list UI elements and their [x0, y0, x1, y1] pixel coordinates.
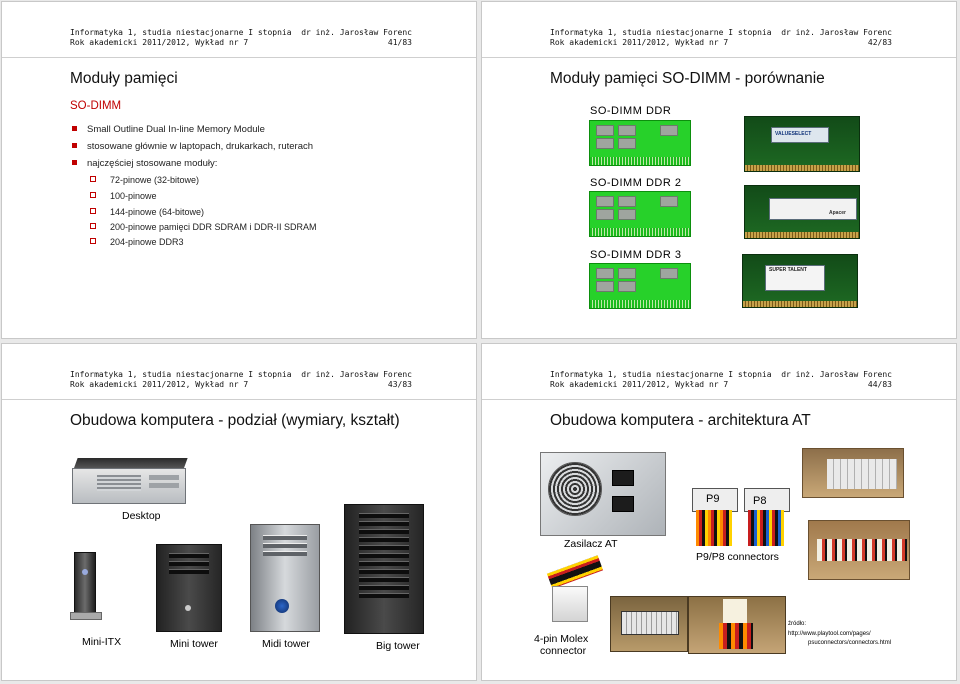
academic-year-line: Rok akademicki 2011/2012, Wykład nr 7	[550, 380, 729, 389]
slide-41	[1, 1, 477, 339]
bullet-item: stosowane głównie w laptopach, drukarkach, ruterach	[72, 141, 313, 152]
p9-p8-connectors-image	[686, 484, 796, 550]
header-divider	[2, 399, 476, 400]
author: dr inż. Jarosław Forenc	[301, 28, 412, 37]
header-divider	[482, 57, 956, 58]
caption-p9-p8-connectors: P9/P8 connectors	[696, 551, 779, 563]
page-number: 41/83	[387, 38, 412, 47]
board-photo-2	[688, 596, 786, 654]
bullet-open-square-icon	[90, 176, 96, 182]
caption-at-power-supply: Zasilacz AT	[564, 538, 618, 550]
bullet-open-square-icon	[90, 223, 96, 229]
slide-title: Obudowa komputera - podział (wymiary, kształt)	[70, 412, 400, 429]
slide-header	[550, 28, 892, 48]
course-line: Informatyka 1, studia niestacjonarne I stopnia	[70, 370, 292, 379]
sodimm-ddr-diagram	[589, 120, 691, 166]
page-number: 42/83	[867, 38, 892, 47]
slide-title: Moduły pamięci	[70, 70, 178, 87]
slide-42	[481, 1, 957, 339]
bullet-open-square-icon	[90, 192, 96, 198]
slide-title: Obudowa komputera - architektura AT	[550, 412, 811, 429]
source-url-line2: psuconnectors/connectors.html	[808, 640, 892, 646]
author: dr inż. Jarosław Forenc	[781, 370, 892, 379]
slide-43	[1, 343, 477, 681]
motherboard-cable-photo	[808, 520, 910, 580]
sodimm-ddr-photo: VALUESELECT	[744, 116, 860, 172]
caption-mini-itx: Mini-ITX	[82, 636, 122, 648]
desktop-case-image	[72, 458, 188, 504]
bullet-square-icon	[72, 143, 77, 148]
author: dr inż. Jarosław Forenc	[781, 28, 892, 37]
slide-title: Moduły pamięci SO-DIMM - porównanie	[550, 70, 825, 87]
ddr-diagram-label: SO-DIMM DDR	[590, 105, 672, 117]
ddr2-diagram-label: SO-DIMM DDR 2	[590, 177, 682, 189]
author: dr inż. Jarosław Forenc	[301, 370, 412, 379]
caption-big-tower: Big tower	[376, 640, 420, 652]
slide-header	[70, 28, 412, 48]
page-number: 43/83	[387, 380, 412, 389]
bullet-open-square-icon	[90, 238, 96, 244]
course-line: Informatyka 1, studia niestacjonarne I stopnia	[70, 28, 292, 37]
course-line: Informatyka 1, studia niestacjonarne I stopnia	[550, 370, 772, 379]
header-divider	[2, 57, 476, 58]
slide-header	[550, 370, 892, 390]
header-divider	[482, 399, 956, 400]
board-photo-1	[610, 596, 688, 652]
slide-header	[70, 370, 412, 390]
sub-bullet-item: 72-pinowe (32-bitowe)	[90, 175, 199, 185]
sub-bullet-item: 144-pinowe (64-bitowe)	[90, 207, 204, 217]
sub-bullet-item: 204-pinowe DDR3	[90, 237, 184, 247]
source-label: źródło:	[788, 621, 807, 627]
slide-44	[481, 343, 957, 681]
mini-tower-case-image	[156, 544, 222, 632]
bullet-open-square-icon	[90, 208, 96, 214]
caption-desktop: Desktop	[122, 510, 161, 522]
slide-subtitle: SO-DIMM	[70, 100, 122, 112]
connector-label-p8: P8	[753, 495, 767, 507]
academic-year-line: Rok akademicki 2011/2012, Wykład nr 7	[70, 380, 249, 389]
caption-molex-line1: 4-pin Molex	[534, 633, 589, 645]
bullet-square-icon	[72, 160, 77, 165]
caption-mini-tower: Mini tower	[170, 638, 218, 650]
caption-molex-line2: connector	[540, 645, 587, 657]
connector-label-p9: P9	[706, 493, 720, 505]
bullet-item: najczęściej stosowane moduły:	[72, 158, 217, 169]
molex-connector-image	[546, 564, 604, 628]
sodimm-ddr3-photo: SUPER TALENT	[742, 254, 858, 308]
page-number: 44/83	[867, 380, 892, 389]
caption-midi-tower: Midi tower	[262, 638, 310, 650]
academic-year-line: Rok akademicki 2011/2012, Wykład nr 7	[550, 38, 729, 47]
sodimm-ddr2-photo: Apacer	[744, 185, 860, 239]
academic-year-line: Rok akademicki 2011/2012, Wykład nr 7	[70, 38, 249, 47]
sub-bullet-item: 100-pinowe	[90, 191, 157, 201]
midi-tower-case-image	[250, 524, 320, 632]
at-power-supply-image	[538, 444, 670, 540]
ddr3-diagram-label: SO-DIMM DDR 3	[590, 249, 682, 261]
sodimm-ddr2-diagram	[589, 191, 691, 237]
sodimm-ddr3-diagram	[589, 263, 691, 309]
bullet-square-icon	[72, 126, 77, 131]
motherboard-connector-photo	[802, 448, 904, 498]
source-url-line1: http://www.playtool.com/pages/	[788, 631, 871, 637]
course-line: Informatyka 1, studia niestacjonarne I stopnia	[550, 28, 772, 37]
sub-bullet-item: 200-pinowe pamięci DDR SDRAM i DDR-II SDRAM	[90, 222, 317, 232]
big-tower-case-image	[344, 504, 424, 634]
bullet-item: Small Outline Dual In-line Memory Module	[72, 124, 265, 135]
mini-itx-case-image	[70, 552, 102, 622]
